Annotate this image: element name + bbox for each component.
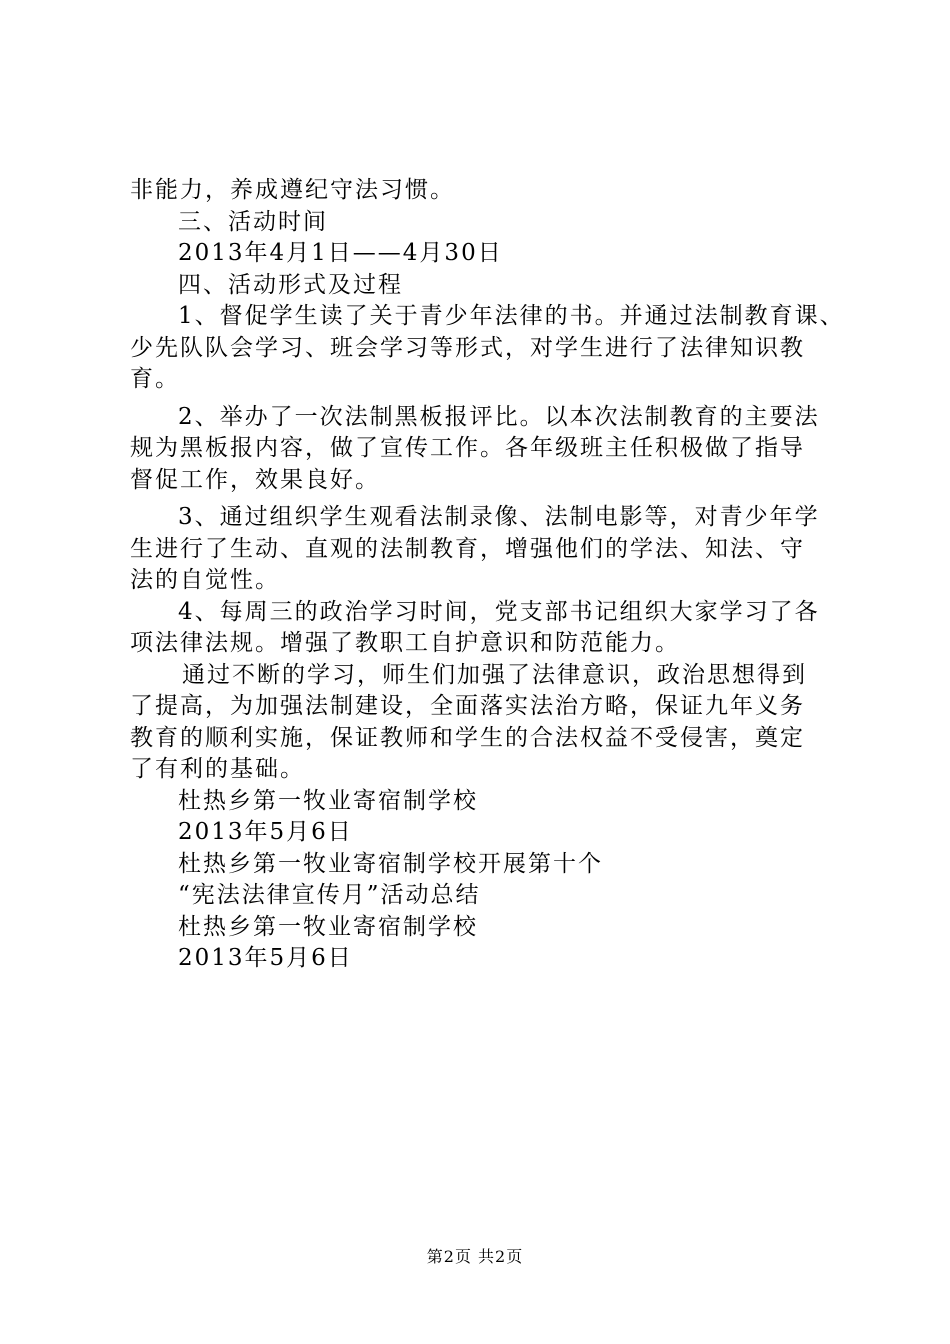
text-line: 3、通过组织学生观看法制录像、法制电影等，对青少年学 — [178, 504, 820, 530]
text-line: 通过不断的学习，师生们加强了法律意识，政治思想得到 — [182, 661, 807, 688]
title-line: “宪法法律宣传月”活动总结 — [178, 882, 481, 908]
text-line: 生进行了生动、直观的法制教育，增强他们的学法、知法、守 — [130, 535, 805, 562]
title-line: 杜热乡第一牧业寄宿制学校开展第十个 — [178, 850, 603, 877]
text-line: 少先队队会学习、班会学习等形式，对学生进行了法律知识教 — [130, 334, 805, 361]
text-line: 非能力，养成遵纪守法习惯。 — [130, 177, 455, 203]
document-body — [130, 175, 845, 975]
text-line: 了有利的基础。 — [130, 756, 305, 782]
section-heading-time: 三、活动时间 — [178, 208, 328, 235]
text-line: 项法律法规。增强了教职工自护意识和防范能力。 — [130, 630, 680, 656]
text-line: 教育的顺利实施，保证教师和学生的合法权益不受侵害，奠定 — [130, 724, 805, 751]
text-line: 督促工作，效果良好。 — [130, 466, 380, 493]
text-line: 规为黑板报内容，做了宣传工作。各年级班主任积极做了指导 — [130, 435, 805, 461]
text-line: 1、督促学生读了关于青少年法律的书。并通过法制教育课、 — [178, 303, 845, 329]
section-heading-form: 四、活动形式及过程 — [178, 271, 403, 298]
signature-school: 杜热乡第一牧业寄宿制学校 — [178, 913, 478, 940]
signature-date: 2013年5月6日 — [178, 945, 353, 971]
text-line: 4、每周三的政治学习时间，党支部书记组织大家学习了各 — [178, 598, 820, 625]
activity-period: 2013年4月1日——4月30日 — [178, 240, 503, 266]
page-number: 第2页 共2页 — [426, 1247, 524, 1266]
text-line: 2、举办了一次法制黑板报评比。以本次法制教育的主要法 — [178, 403, 820, 430]
text-line: 了提高，为加强法制建设，全面落实法治方略，保证九年义务 — [130, 693, 805, 719]
text-line: 育。 — [130, 366, 180, 392]
signature-school: 杜热乡第一牧业寄宿制学校 — [178, 787, 478, 814]
signature-date: 2013年5月6日 — [178, 819, 353, 845]
text-line: 法的自觉性。 — [130, 567, 280, 593]
